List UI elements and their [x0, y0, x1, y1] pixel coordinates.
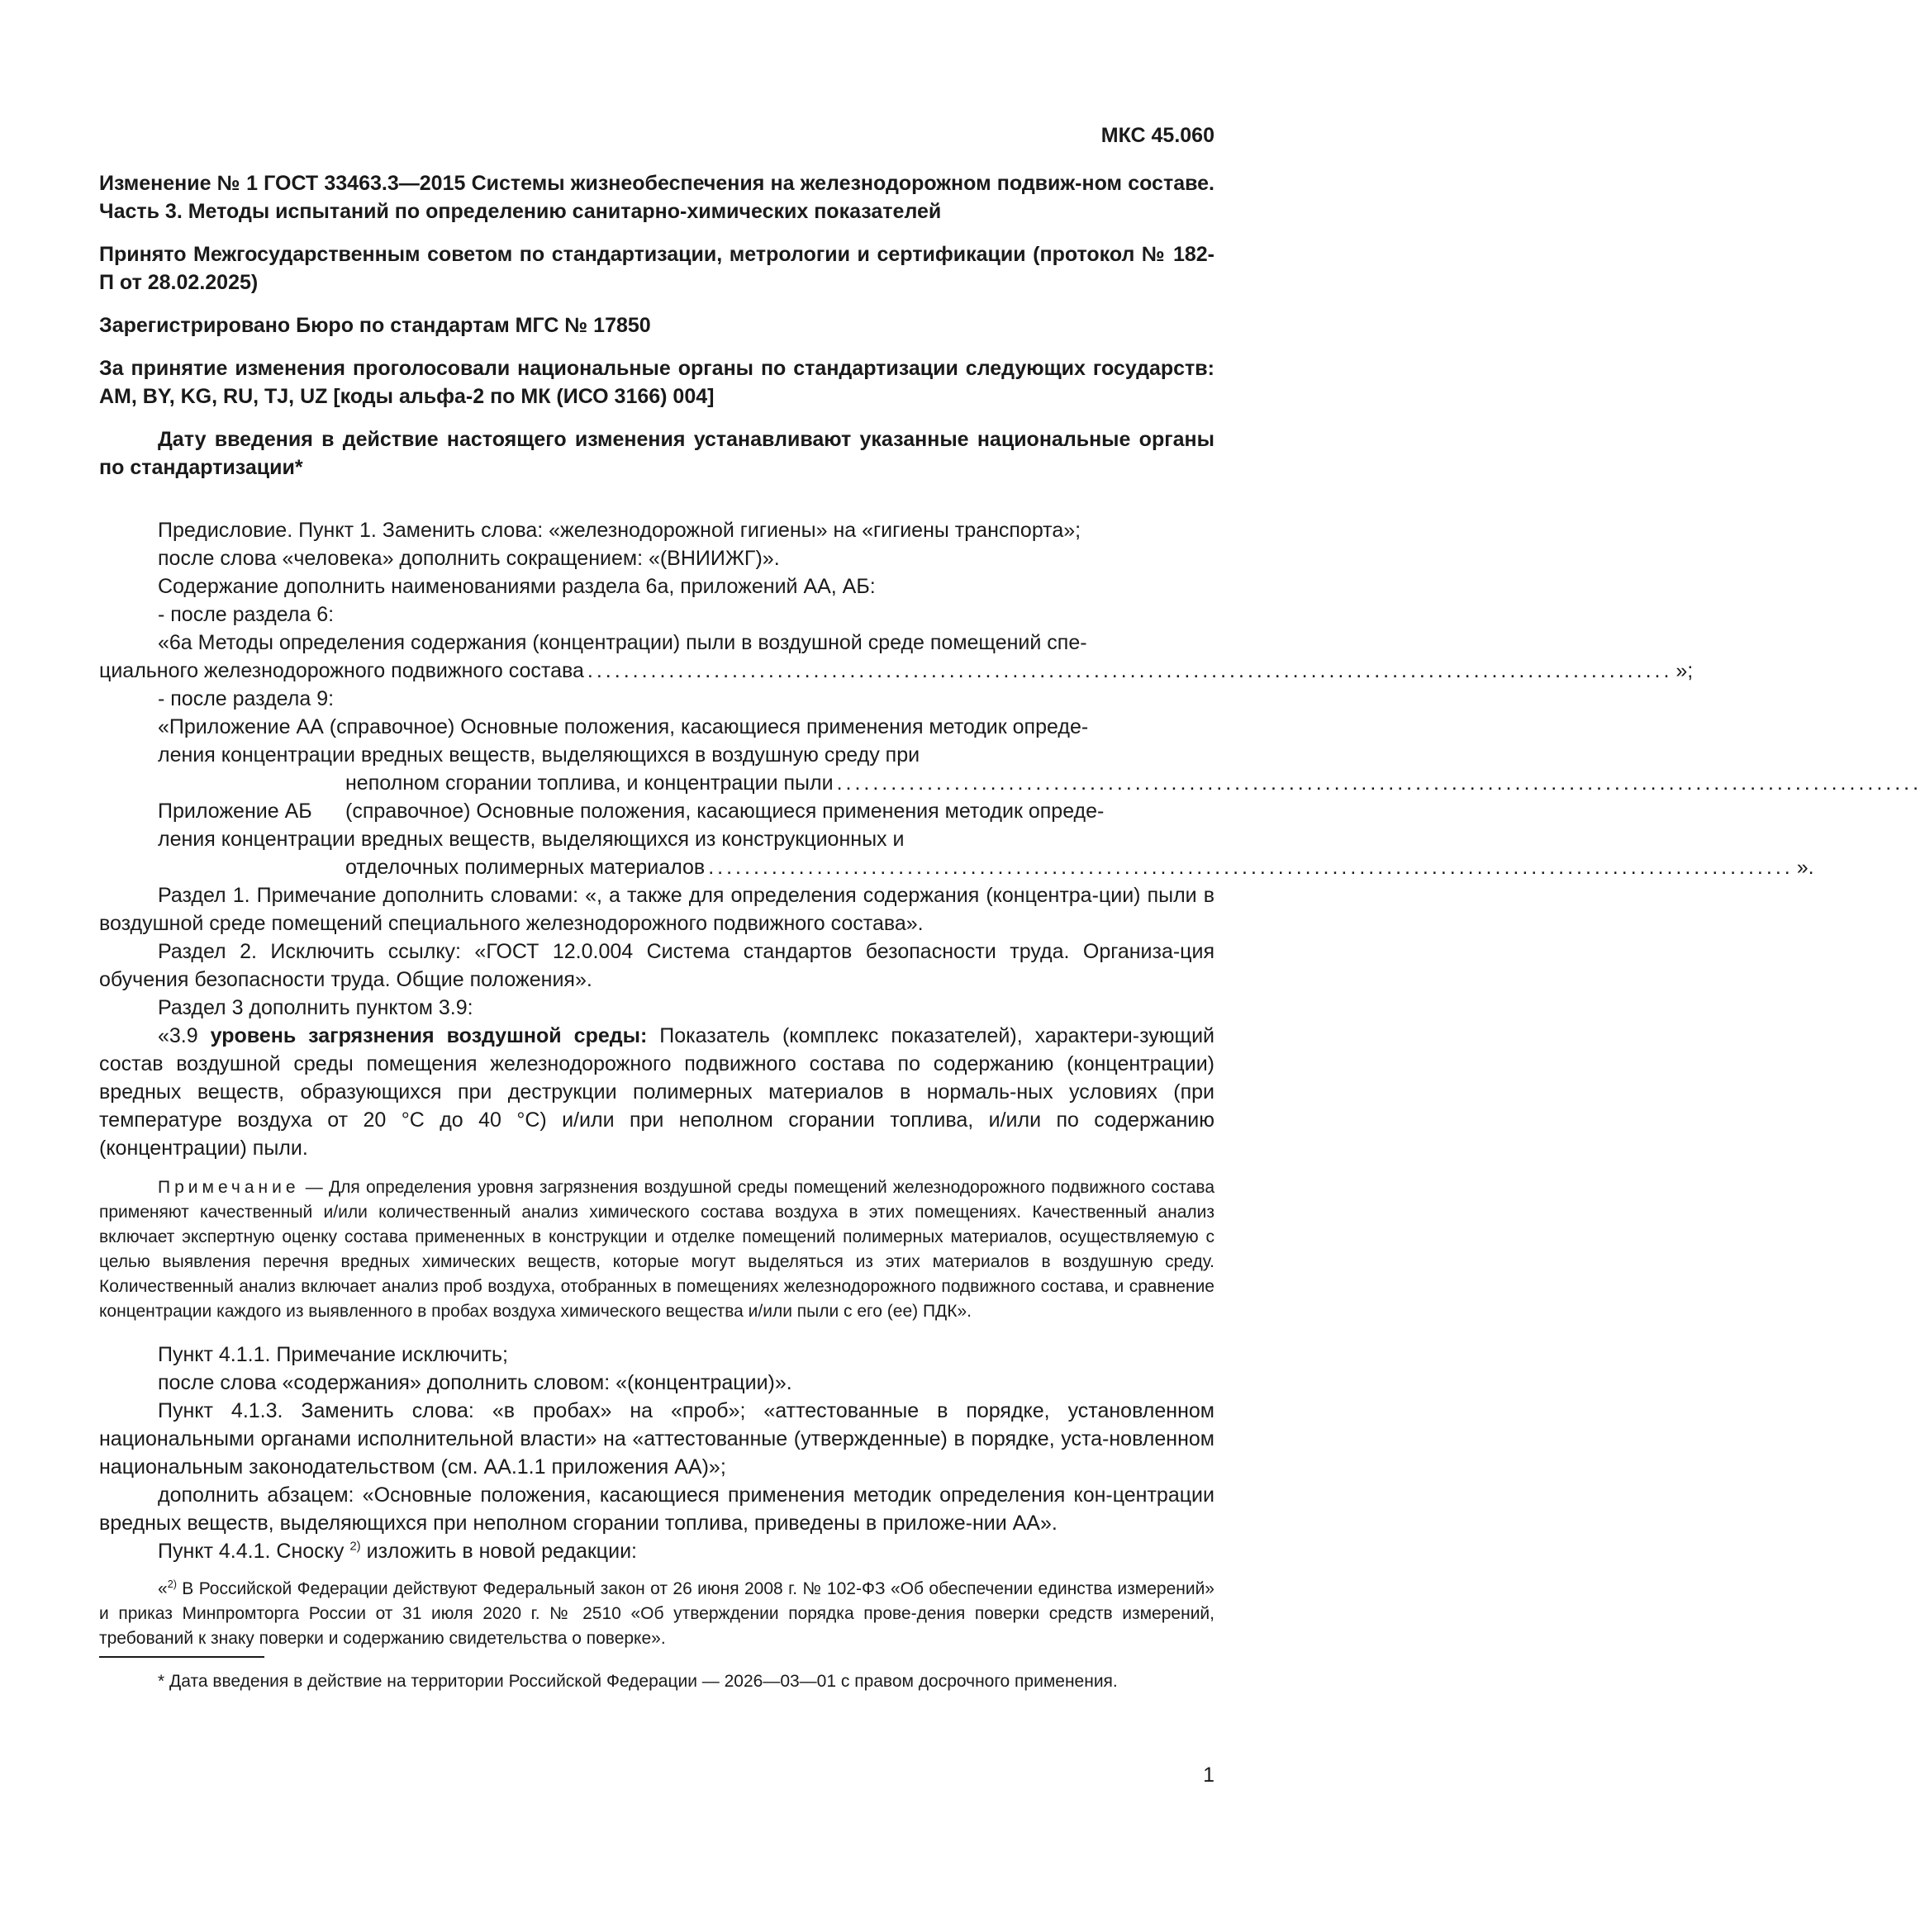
appendix-ab-end: ».	[1796, 856, 1814, 879]
note-text: — Для определения уровня загрязнения воздушной среды помещений железнодорожного подвижного состава применяют качественный и/или количественный анализ химического состава воздуха в этих помещениях. Качественный анализ включает экспертную оценку состава примененных в конструкции и отделке помещений полимерных материалов, осуществляемую с целью выявления перечня вредных химических веществ, которые могут выделяться из этих материалов в воздушную среду. Количественный анализ включает анализ проб воздуха, отобранных в помещениях железнодорожного подвижного состава, и сравнение концентрации каждого из выявленного в пробах воздуха химического вещества и/или пыли с его (ее) ПДК».	[99, 1178, 1214, 1321]
paragraph-section-3: Раздел 3 дополнить пунктом 3.9:	[158, 996, 473, 1019]
amendment-title: Изменение № 1 ГОСТ 33463.3—2015 Системы жизнеобеспечения на железнодорожном подвиж-ном составе. Часть 3. Методы испытаний по определению санитарно-химических показателей	[99, 172, 1214, 223]
paragraph-4-4-1: Пункт 4.4.1. Сноску $^{2)}$ изложить в новой редакции:	[158, 1539, 637, 1563]
paragraph-preface: Предисловие. Пункт 1. Заменить слова: «железнодорожной гигиены» на «гигиены транспорта»;	[158, 519, 1081, 542]
mks-code: МКС 45.060	[1100, 124, 1214, 147]
leader-dots: ........................................................................................................................	[836, 771, 1923, 795]
toc-entry-6a-text: циального железнодорожного подвижного состава	[99, 659, 584, 682]
appendix-ab-last: отделочных полимерных материалов	[345, 856, 706, 879]
paragraph-4-1-3: Пункт 4.1.3. Заменить слова: «в пробах» на «проб»; «аттестованные в порядке, установленном национальными органами исполнительной власти» на «аттестованные (утвержденные) в порядке, уста-новленном национальным законодательством (см. АА.1.1 приложения АА)»;	[99, 1399, 1214, 1479]
effective-date-statement: Дату введения в действие настоящего изменения устанавливают указанные национальные органы по стандартизации*	[99, 428, 1214, 479]
toc-entry-6a-end: »;	[1675, 659, 1694, 682]
appendix-aa-cont: ления концентрации вредных веществ, выделяющихся в воздушную среду при	[158, 743, 920, 767]
appendix-aa-last-line	[345, 769, 1923, 797]
appendix-ab-label: Приложение АБ	[158, 800, 312, 823]
leader-dots: ........................................................................................................................	[587, 659, 1673, 682]
leader-dots: ........................................................................................................................	[708, 856, 1794, 879]
amendment-body	[99, 516, 1923, 1694]
term-name: уровень загрязнения воздушной среды:	[210, 1024, 648, 1047]
appendix-ab-first: (справочное) Основные положения, касающиеся применения методик опреде-	[345, 800, 1105, 823]
paragraph-4-1-1: Пункт 4.1.1. Примечание исключить;	[158, 1343, 508, 1366]
paragraph-4-1-3-add: дополнить абзацем: «Основные положения, касающиеся применения методик определения кон-центрации вредных веществ, выделяющихся при неполном сгорании топлива, приведены в приложе-нии АА».	[99, 1483, 1214, 1535]
paragraph-contents: Содержание дополнить наименованиями раздела 6а, приложений АА, АБ:	[158, 575, 876, 598]
appendix-ab-cont: ления концентрации вредных веществ, выделяющихся из конструкционных и	[158, 828, 905, 851]
footnote-divider	[99, 1656, 264, 1658]
appendix-aa-last: неполном сгорании топлива, и концентрации пыли	[345, 771, 834, 795]
footnote-effective-date: * Дата введения в действие на территории Российской Федерации — 2026—03—01 с правом досрочного применения.	[158, 1672, 1118, 1691]
paragraph-abbreviation: после слова «человека» дополнить сокращением: «(ВНИИЖГ)».	[158, 547, 780, 570]
appendix-aa-first: (справочное) Основные положения, касающиеся применения методик опреде-	[329, 715, 1089, 738]
toc-entry-6a	[99, 657, 1694, 685]
appendix-aa-label: «Приложение АА	[158, 715, 324, 738]
registration-statement: Зарегистрировано Бюро по стандартам МГС № 17850	[99, 314, 651, 337]
footnote-ref: 2)	[349, 1539, 361, 1554]
adopted-statement: Принято Межгосударственным советом по стандартизации, метрологии и сертификации (протокол № 182-П от 28.02.2025)	[99, 243, 1214, 294]
toc-entry-appendix-aa	[99, 713, 1923, 797]
note-label: Примечание	[158, 1178, 300, 1197]
toc-entry-appendix-ab	[99, 797, 1814, 881]
page-number: 1	[1203, 1763, 1214, 1787]
new-footnote-text: «$^{2)}$ В Российской Федерации действуют Федеральный закон от 26 июня 2008 г. № 102-ФЗ «Об обеспечении единства измерений» и приказ Минпромторга России от 31 июля 2020 г. № 2510 «Об утверждении порядка прове-дения поверки средств измерений, требований к знаку поверки и содержанию свидетельства о поверке».	[99, 1578, 1214, 1648]
paragraph-section-1: Раздел 1. Примечание дополнить словами: «, а также для определения содержания (концентра-ции) пыли в воздушной среде помещений специального железнодорожного подвижного состава».	[99, 884, 1214, 935]
voting-statement: За принятие изменения проголосовали национальные органы по стандартизации следующих государств: AM, BY, KG, RU, TJ, UZ [коды альфа-2 по МК (ИСО 3166) 004]	[99, 357, 1214, 408]
paragraph-after-section-9: - после раздела 9:	[158, 687, 335, 710]
appendix-ab-last-line	[345, 853, 1814, 881]
note-block	[99, 1175, 1214, 1324]
paragraph-6a-line1: «6а Методы определения содержания (концентрации) пыли в воздушной среде помещений спе-	[158, 631, 1087, 654]
paragraph-section-2: Раздел 2. Исключить ссылку: «ГОСТ 12.0.004 Система стандартов безопасности труда. Организа-ция обучения безопасности труда. Общие положения».	[99, 940, 1214, 991]
document-page	[99, 124, 1923, 1694]
paragraph-4-1-1-add: после слова «содержания» дополнить словом: «(концентрации)».	[158, 1371, 792, 1394]
paragraph-term-3-9: «3.9 уровень загрязнения воздушной среды: Показатель (комплекс показателей), характери-зующий состав воздушной среды помещения железнодорожного подвижного состава по содержанию (концентрации) вредных веществ, образующихся при деструкции полимерных материалов в нормаль-ных условиях (при температуре воздуха от 20 °С до 40 °С) и/или при неполном сгорании топлива, и/или по содержанию (концентрации) пыли.	[99, 1024, 1214, 1160]
paragraph-after-section-6: - после раздела 6:	[158, 603, 335, 626]
